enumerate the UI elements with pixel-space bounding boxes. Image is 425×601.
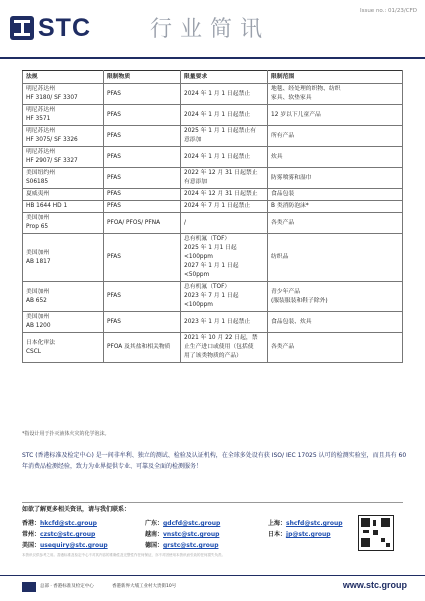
table-cell-scope	[268, 126, 403, 147]
contact-region-label: 上海：	[268, 520, 287, 527]
cell-line: 2023 年 1 月 1 日起禁止	[184, 318, 251, 325]
cell-line: 家具、软垫家具	[271, 95, 312, 101]
contact-email-link[interactable]: jp@stc.group	[286, 531, 331, 538]
contact-email-link[interactable]: hkcfd@stc.group	[40, 520, 97, 527]
cell-line: 食品包装、炊具	[271, 318, 312, 325]
table-cell-scope	[268, 105, 403, 126]
cell-line: 2024 年 1 月 1 日起禁止	[184, 90, 251, 97]
table-cell-law	[23, 189, 104, 201]
table-row	[23, 126, 403, 147]
contact-email-link[interactable]: gdcfd@stc.group	[163, 520, 221, 527]
table-cell-substance: PFAS	[104, 201, 181, 213]
table-cell-scope	[268, 189, 403, 201]
regulation-table	[22, 70, 403, 363]
contact-item	[145, 520, 220, 528]
cell-line: 2027 年 1 月 1 日起	[184, 263, 239, 269]
cell-line: (服装服装和鞋子除外)	[271, 297, 328, 304]
table-cell-law	[23, 168, 104, 189]
contact-region-label: 越南：	[145, 531, 164, 538]
table-cell-substance: PFAS	[104, 147, 181, 168]
table-cell-law	[23, 126, 104, 147]
table-cell-scope	[268, 234, 403, 282]
table-cell-scope	[268, 312, 403, 333]
cell-line: 所有产品	[271, 132, 295, 139]
table-row	[23, 234, 403, 282]
cell-line: 炊具	[271, 153, 283, 160]
contact-item	[145, 531, 219, 539]
cell-line: AB 1817	[26, 258, 51, 265]
cell-line: AB 652	[26, 297, 47, 304]
contact-email-link[interactable]: vnstc@stc.group	[163, 531, 220, 538]
cell-line: 用了该类物质的产品）	[184, 353, 242, 359]
cell-line: 止生产进口或使用（包括使	[184, 344, 254, 350]
cell-line: <100ppm	[184, 254, 213, 260]
table-cell-scope	[268, 333, 403, 363]
table-cell-substance: PFOA/ PFOS/ PFNA	[104, 213, 181, 234]
contact-email-link[interactable]: czstc@stc.group	[40, 531, 96, 538]
col-header-substance: 限制物质	[104, 71, 181, 84]
page-header	[0, 0, 425, 60]
table-row	[23, 189, 403, 201]
cell-line: 2024 年 1 月 1 日起禁止	[184, 153, 251, 160]
table-cell-limit	[181, 105, 268, 126]
cell-line: B 类消防泡沫*	[271, 203, 309, 209]
cell-line: HB 1644 HD 1	[26, 203, 68, 209]
cell-line: 12 岁以下儿童产品	[271, 111, 321, 118]
cell-line: 明尼苏达州	[26, 107, 55, 113]
cell-line: 纺织品	[271, 254, 289, 260]
cell-line: 2024 年 12 月 31 日起禁止	[184, 191, 258, 197]
table-row	[23, 333, 403, 363]
cell-line: HF 2907/ SF 3327	[26, 158, 78, 164]
cell-line: 意添加	[184, 137, 202, 143]
table-cell-scope	[268, 84, 403, 105]
table-cell-law	[23, 213, 104, 234]
cell-line: HF 3571	[26, 116, 51, 122]
about-stc: STC (香港标准及检定中心) 是一间非牟利、独立的测试、检验及认证机构，在全球多处设有获 ISO/ IEC 17025 认可的检测实验室，而且具有 60 年消费品检测经验，致力为业界提供专业、可靠及全面的检测服务！	[22, 452, 407, 470]
contact-item	[268, 531, 331, 539]
contact-region-label: 日本：	[268, 531, 287, 538]
cell-line: 明尼苏达州	[26, 149, 55, 155]
table-cell-law	[23, 333, 104, 363]
table-cell-scope	[268, 282, 403, 312]
cell-line: 明尼苏达州	[26, 128, 55, 134]
contact-region-label: 德国：	[145, 542, 164, 549]
qr-code-icon	[358, 515, 394, 551]
cell-line: CSCL	[26, 348, 42, 355]
stc-logo-icon	[10, 16, 34, 40]
header-divider	[0, 57, 425, 59]
table-cell-limit	[181, 84, 268, 105]
brand-name: STC	[38, 13, 91, 42]
table-cell-law	[23, 201, 104, 213]
cell-line: 2024 年 1 月 1 日起禁止	[184, 111, 251, 118]
cell-line: 各类产品	[271, 344, 295, 350]
col-header-limit: 限量要求	[181, 71, 268, 84]
table-cell-substance: PFAS	[104, 105, 181, 126]
regulation-table-body	[23, 84, 403, 363]
table-cell-limit	[181, 201, 268, 213]
contact-email-link[interactable]: usequiry@stc.group	[40, 542, 108, 549]
footnote: *指设计用于扑灭液体火灾的化学泡沫。	[22, 431, 110, 437]
cell-line: 各类产品	[271, 219, 295, 226]
col-header-law: 法规	[23, 71, 104, 84]
cell-line: <50ppm	[184, 272, 210, 278]
col-header-scope: 限制范围	[268, 71, 403, 84]
table-cell-scope	[268, 201, 403, 213]
stc-logo	[10, 14, 91, 42]
cell-line: 美国加州	[26, 288, 50, 295]
table-row	[23, 282, 403, 312]
table-cell-law	[23, 312, 104, 333]
table-cell-limit	[181, 213, 268, 234]
cell-line: HF 3075/ SF 3326	[26, 137, 78, 143]
table-row	[23, 105, 403, 126]
cell-line: 青少年产品	[271, 288, 300, 295]
cell-line: S06185	[26, 179, 49, 185]
cell-line: 2023 年 7 月 1 日起	[184, 293, 239, 299]
cell-line: 总有机氟（TOF）	[184, 284, 231, 290]
table-cell-limit	[181, 333, 268, 363]
cell-line: 2025 年 1 月 1 日起禁止有	[184, 128, 256, 134]
table-cell-law	[23, 282, 104, 312]
cell-line: 美国加州	[26, 314, 50, 320]
cell-line: 总有机氟（TOF）	[184, 236, 231, 242]
table-row	[23, 213, 403, 234]
table-cell-substance: PFAS	[104, 282, 181, 312]
table-cell-law	[23, 147, 104, 168]
table-row	[23, 84, 403, 105]
contact-region-label: 美国：	[22, 542, 41, 549]
cell-line: 美国加州	[26, 249, 50, 256]
cell-line: 夏威夷州	[26, 191, 50, 197]
table-row	[23, 147, 403, 168]
table-cell-scope	[268, 213, 403, 234]
contact-item	[22, 520, 97, 528]
cell-line: /	[184, 219, 186, 226]
table-cell-limit	[181, 168, 268, 189]
cell-line: 防雾喷雾和湿巾	[271, 174, 312, 181]
contact-item	[145, 542, 218, 550]
table-cell-limit	[181, 126, 268, 147]
table-cell-substance: PFAS	[104, 312, 181, 333]
cell-line: 2022 年 12 月 31 日起禁止	[184, 170, 258, 176]
footer-logo-icon	[22, 582, 36, 592]
cell-line: AB 1200	[26, 323, 51, 329]
contact-item	[268, 520, 343, 528]
table-cell-substance: PFAS	[104, 126, 181, 147]
contact-item	[22, 531, 95, 539]
contact-heading: 如欲了解更多相关资讯，请与我们联系：	[22, 506, 131, 513]
website-link[interactable]: www.stc.group	[342, 580, 407, 590]
cell-line: 食品包装	[271, 191, 295, 197]
cell-line: 美国纽约州	[26, 170, 55, 176]
issue-number: Issue no.: 01/23/CFD	[359, 8, 417, 14]
cell-line: 地毯、经处理的织物、纺织	[271, 86, 341, 92]
table-cell-limit	[181, 312, 268, 333]
contact-item	[22, 542, 108, 550]
contact-email-link[interactable]: shcfd@stc.group	[286, 520, 343, 527]
table-row	[23, 168, 403, 189]
cell-line: 明尼苏达州	[26, 86, 55, 92]
page-title: 行业简讯	[150, 17, 271, 42]
table-cell-law	[23, 234, 104, 282]
cell-line: 日本化审法	[26, 339, 55, 346]
table-cell-limit	[181, 282, 268, 312]
table-cell-substance: PFOA 及其盐和相关物质	[104, 333, 181, 363]
cell-line: 有意添加	[184, 179, 208, 185]
cell-line: HF 3180/ SF 3307	[26, 95, 78, 101]
table-cell-substance: PFAS	[104, 234, 181, 282]
footer-address: 香港新界大埔工业村大贵街10号	[112, 584, 177, 589]
cell-line: 2024 年 7 月 1 日起禁止	[184, 203, 251, 209]
disclaimer: 本资讯仅供参考之用。香港标准及检定中心不对其内容的准确性及完整性作任何保证，亦不对因使用本资讯而引致的任何损失负责。	[22, 553, 225, 557]
cell-line: 2025 年 1 月1 日起	[184, 245, 237, 251]
table-cell-law	[23, 105, 104, 126]
contact-region-label: 广东：	[145, 520, 164, 527]
contact-email-link[interactable]: grstc@stc.group	[163, 542, 219, 549]
table-cell-substance: PFAS	[104, 189, 181, 201]
table-cell-limit	[181, 234, 268, 282]
contact-region-label: 香港：	[22, 520, 41, 527]
table-cell-scope	[268, 168, 403, 189]
table-cell-law	[23, 84, 104, 105]
table-cell-substance: PFAS	[104, 168, 181, 189]
table-row	[23, 201, 403, 213]
contact-region-label: 常州：	[22, 531, 41, 538]
cell-line: 美国加州	[26, 215, 50, 221]
table-cell-scope	[268, 147, 403, 168]
table-cell-substance: PFAS	[104, 84, 181, 105]
table-row	[23, 312, 403, 333]
cell-line: Prop 65	[26, 224, 49, 230]
cell-line: 2021 年 10 月 22 日起，禁	[184, 335, 258, 341]
cell-line: <100ppm	[184, 302, 213, 308]
table-cell-limit	[181, 147, 268, 168]
footer-org: 总部 · 香港标准及检定中心	[40, 584, 94, 589]
table-cell-limit	[181, 189, 268, 201]
